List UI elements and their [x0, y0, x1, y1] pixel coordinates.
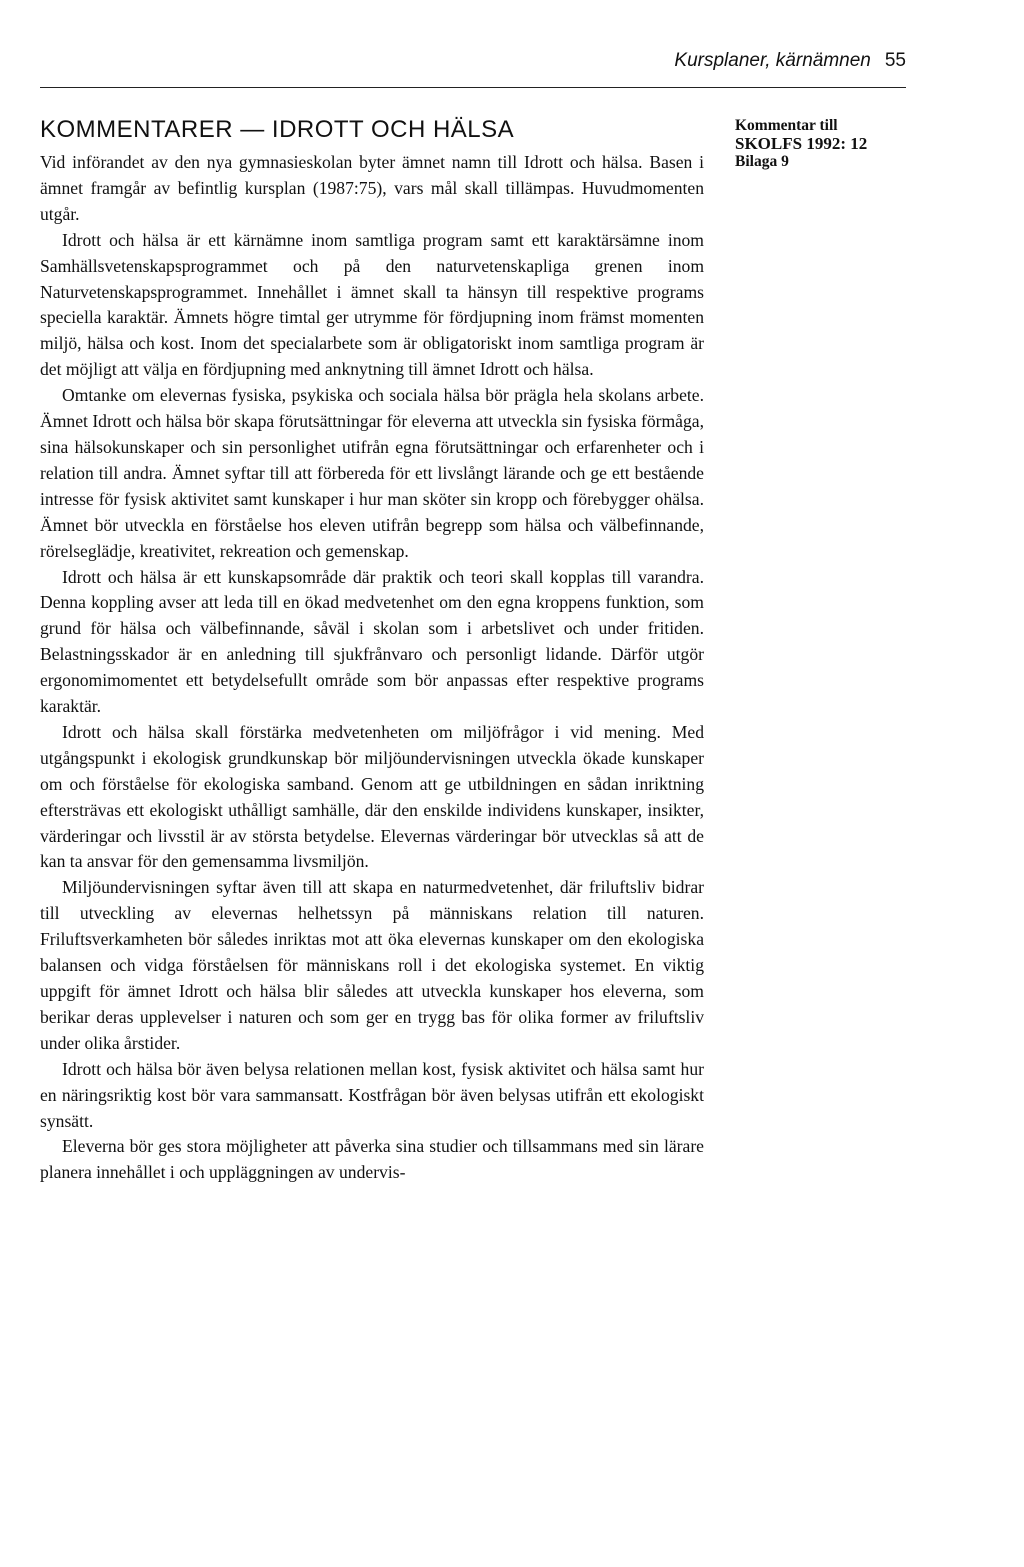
running-head-title: Kursplaner, kärnämnen [674, 50, 871, 71]
paragraph-1: Vid införandet av den nya gymnasieskolan byter ämnet namn till Idrott och hälsa. Basen i ämnet framgår av befintlig kursplan (1987:75), vars mål skall tillämpas. Huvudmomenten utgår. [40, 152, 704, 224]
page-number: 55 [884, 50, 906, 71]
paragraph-3: Omtanke om elevernas fysiska, psykiska och sociala hälsa bör prägla hela skolans arbete. Ämnet Idrott och hälsa bör skapa förutsättningar för eleverna att utveckla sin fysiska förmåga, sina hälsokunskaper och sin personlighet utifrån egna förutsättningar och erfarenheter och i relation till andra. Ämnet syftar till att förbereda för ett livslångt lärande och ge ett bestående intresse för fysisk aktivitet samt kunskaper i hur man sköter sin kropp och förebygger ohälsa. Ämnet bör utveckla en förståelse hos eleven utifrån begrepp som hälsa och välbefinnande, rörelseglädje, kreativitet, rekreation och gemenskap. [40, 385, 704, 561]
body-text [40, 150, 704, 1186]
paragraph-4: Idrott och hälsa är ett kunskapsområde där praktik och teori skall kopplas till varandra. Denna koppling avser att leda till en ökad medvetenhet om den egna kroppens funktion, som grund för hälsa och välbefinnande, såväl i skolan som i arbetslivet och under fritiden. Belastningsskador är en anledning till sjukfrånvaro och personligt lidande. Därför utgör ergonomimomentet ett betydelsefullt område som bör anpassas efter respektive programs karaktär. [40, 566, 704, 717]
margin-note-line-2: SKOLFS 1992: 12 [735, 134, 868, 153]
paragraph-8: Eleverna bör ges stora möjligheter att påverka sina studier och tillsammans med sin lärare planera innehållet i och uppläggningen av undervis- [40, 1136, 704, 1183]
margin-note-line-1: Kommentar till [735, 117, 838, 134]
paragraph-2: Idrott och hälsa är ett kärnämne inom samtliga program samt ett karaktärsämne inom Samhällsvetenskapsprogrammet och på den naturvetenskapliga grenen inom Naturvetenskapsprogrammet. Innehållet i ämnet skall ta hänsyn till respektive programs speciella karaktär. Ämnets högre timtal ger utrymme för fördjupning inom främst momenten miljö, hälsa och kost. Inom det specialarbete som är obligatoriskt inom samtliga program är det möjligt att välja en fördjupning med anknytning till ämnet Idrott och hälsa. [40, 229, 704, 380]
paragraph-6: Miljöundervisningen syftar även till att skapa en naturmedvetenhet, där friluftsliv bidrar till utveckling av elevernas helhetssyn på människans relation till naturen. Friluftsverkamheten bör således inriktas mot att öka elevernas kunskaper om den ekologiska balansen och vidga förståelsen för människans roll i det ekologiska systemet. En viktig uppgift för ämnet Idrott och hälsa blir således att utveckla kunskaper hos eleverna, som berikar deras upplevelser i naturen och som ger en trygg bas för olika former av friluftsliv under olika årstider. [40, 877, 704, 1053]
paragraph-7: Idrott och hälsa bör även belysa relationen mellan kost, fysisk aktivitet och hälsa samt hur en näringsriktig kost bör vara sammansatt. Kostfrågan bör även belysas utifrån ett ekologiskt synsätt. [40, 1058, 704, 1131]
paragraph-5: Idrott och hälsa skall förstärka medvetenheten om miljöfrågor i vid mening. Med utgångspunkt i ekologisk grundkunskap bör miljöundervisningen utveckla ökade kunskaper om och förståelse för ekologiska samband. Genom att ge utbildningen en sådan inriktning eftersträvas ett ekologiskt uthålligt samhälle, där den enskilde individens kunskaper, insikter, värderingar och livsstil är av största betydelse. Elevernas värderingar bör utvecklas så att de kan ta ansvar för den gemensamma livsmiljön. [40, 721, 704, 872]
running-head [674, 50, 906, 72]
margin-note-line-3: Bilaga 9 [735, 153, 789, 170]
header-rule [40, 87, 906, 88]
margin-note [735, 117, 867, 171]
section-heading: KOMMENTARER — IDROTT OCH HÄLSA [40, 116, 515, 143]
